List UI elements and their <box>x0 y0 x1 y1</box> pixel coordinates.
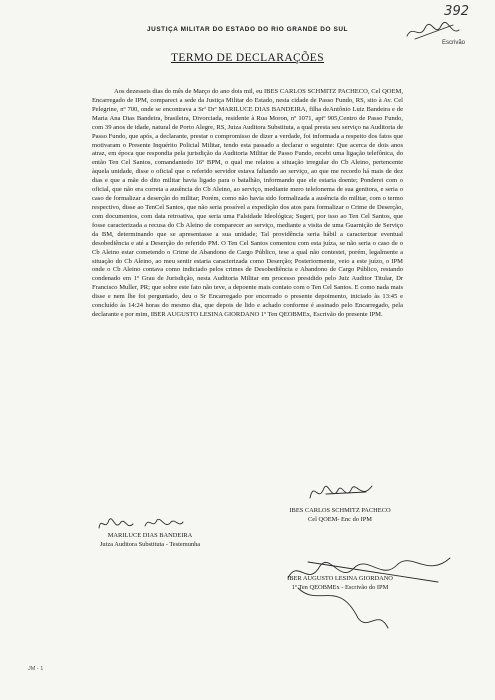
clerk-signature-block <box>245 574 435 592</box>
page-number: 392 <box>444 4 469 19</box>
officer-signature-block <box>245 506 435 524</box>
officer-role: Cel QOEM- Enc do IPM <box>308 516 372 523</box>
clerk-label: Escrivão <box>441 40 465 46</box>
clerk-signature <box>278 548 458 638</box>
officer-signature <box>306 476 376 508</box>
declarant-role: Juiza Auditora Substituta - Testemunha <box>99 541 201 548</box>
institution-header: JUSTIÇA MILITAR DO ESTADO DO RIO GRANDE DO SUL <box>146 26 349 33</box>
declarant-name: MARILUCE DIAS BANDEIRA <box>107 532 193 539</box>
declaration-body: Aos dezesseis dias do mês de Março do ano dois mil, eu IBES CARLOS SCHMITZ PACHECO, Cel QOEM, Encarregado de IPM, compareci a sede da Justiça Militar do Estado, nesta cidade de Passo Fundo, RS, sito à Av. Cel Pelegrine, nº 700, onde se encontrava a Srª Drª MARILUCE DIAS BANDEIRA, filha deAntônio Luiz Bandeira e de Maria Ana Dias Bandeira, brasileira, Divorciada, residente à Rua Moron, nº 1071, aptº 905,Centro de Passo Fundo, com 39 anos de idade, natural de Porto Alegre, RS, Juiza Auditora Substituta, a qual presta seu serviço na Auditoria de Passo Fundo, que após, a declarante, prestar o compromisso de dizer a verdade, foi informada a respeito dos fatos que motivaram o Presente Inquérito Policial Militar, tendo esta passado a declarar o seguinte: Que acerca de dois anos atraz, em época que respondia pela jurisdição da Auditoria Militar de Passo Fundo, recebi uma ligação telefônica, do então Ten Cel Santos, comandantedo 16º BPM, o qual me relatou a situação irregular do Cb Aleino, pertencente àquela unidade, disse o oficial que o referido servidor estava faltando ao serviço, ao que me recordo há mais de dez dias e que a mãe do dito militar havia ligado para o batalhão, informando que ele estaria doente; Ponderei com o oficial, que não era correta a ausência do Cb Aleino, ao serviço, mediante mero telefonema de sua genitora, e seria o caso de formalizar a deserção do militar; Porém, como não havia sido formalizada a ausência do militar, com o termo respectivo, disse ao TenCel Santos, que não seria possível a expedição dos atos para formalizar o Crime de Deserção, com documentos, com data retroativa, que seria uma Falsidade Ideológica; Sugeri, por isso ao Ten Cel Santos, que fosse caracterizada a recusa do Cb Aleino de comparecer ao serviço, mediante a visita de uma Guarnição de Serviço da BM, determinando que se apresentasse a sua unidade; Tal providência seria hábil a caracterizar eventual desobediência e até a Deserção do referido PM. O Ten Cel Santos comentou com esta juíza, se não seria o caso de o Cb Aleino estar cometendo o Crime de Abandono de Cargo Público, tese a qual não contestei, porém, legalmente a situação do Cb Aleino, ao meu sentir estaria caracterizada como Deserção; Posteriormente, veio a este juízo, o IPM onde o Cb Aleino contava como indiciado pelos crimes de Desobediência e Abandono de Cargo Público, restando condenado em 1º Grau de Jurisdição, nesta Auditoria Militar em processo presidido pelo Juiz Auditor Titular, Dr Francisco Muller, PR; que sobre este fato não teve, a depoente mais contato com o Ten Cel Santos. E como nada mais disse e nem lhe foi perguntado, deu o Sr Encarregado por encerrado o presente depoimento, iniciado às 13:45 e concluído às 14:24 horas do mesmo dia, que depois de lido e achado conforme é assinado pelo Encarregado, pela declarante e por mim, IBER AUGUSTO LESINA GIORDANO 1º Ten QEOBMEx, Escrivão do presente IPM. <box>92 88 403 319</box>
declarant-signature-block <box>70 531 230 549</box>
clerk-name: IBER AUGUSTO LESINA GIORDANO <box>287 575 393 582</box>
officer-name: IBES CARLOS SCHMITZ PACHECO <box>289 507 391 514</box>
clerk-role: 1º Ten QEOBMEx - Escrivão do IPM <box>291 584 389 591</box>
footer-mark: JM - 1 <box>28 666 44 672</box>
document-title: TERMO DE DECLARAÇÕES <box>170 52 325 64</box>
